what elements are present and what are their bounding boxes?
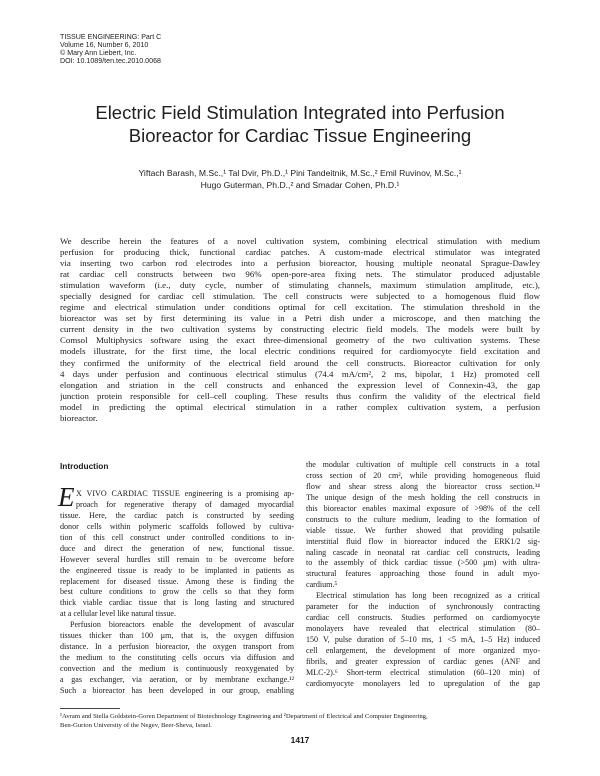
- body-text-line: structural features approaching those found in adult myo-: [306, 569, 540, 579]
- abstract-line: via inserting two carbon rod electrodes into a perfusion bioreactor, housing multiple neonatal Sprague-Dawley: [60, 258, 540, 269]
- abstract-line: junction protein responsible for cell–cell coupling. These results thus confirm the validity of the electrical field: [60, 390, 540, 401]
- body-text-line: monolayers have revealed that electrical stimulation (80–: [306, 624, 540, 634]
- body-text-line: parameter for the induction of synchronously contracting: [306, 602, 540, 612]
- footnote-line: ¹Avram and Stella Goldstein-Goren Department of Biotechnology Engineering and ²Department of Electrical and Computer Engineering,: [60, 713, 428, 720]
- abstract-line: stimulation waveform (i.e., duty cycle, number of stimulating channels, maximum stimulation amplitude, etc.),: [60, 280, 540, 291]
- body-text-line: However several hurdles still remain to be overcome before: [60, 554, 294, 564]
- body-text-line: cross section of 20 cm², while providing homogeneous fluid: [306, 470, 540, 480]
- body-text-line: tissue. Here, the cardiac patch is constructed by seeding: [60, 510, 294, 520]
- abstract-line: bioreactor.: [60, 412, 98, 423]
- body-text-line: proach for regenerative therapy of damaged myocardial: [76, 499, 294, 509]
- footnote-line: Ben-Gurion University of the Negev, Beer-Sheva, Israel.: [60, 722, 212, 729]
- abstract-line: current density in the two cultivation systems by constructing electric field models. The models were built by: [60, 324, 540, 335]
- author-line: Hugo Guterman, Ph.D.,² and Smadar Cohen, Ph.D.¹: [200, 180, 400, 190]
- body-text-line: to the assembly of thick cardiac tissue (>500 μm) with ultra-: [306, 558, 540, 568]
- body-text-line: cardium.⁵: [306, 580, 338, 590]
- abstract-line: Comsol Multiphysics software using the exact three-dimensional geometry of the two cultivation systems. These: [60, 335, 540, 346]
- body-text-line: MLC-2).⁶ Short-term electrical stimulation (60–120 min) of: [306, 667, 540, 677]
- journal-volume: Volume 16, Number 6, 2010: [60, 41, 149, 49]
- left-column: [60, 489, 294, 697]
- footnote-divider: [60, 708, 120, 709]
- drop-cap: E: [58, 482, 75, 512]
- journal-copyright: © Mary Ann Liebert, Inc.: [60, 49, 137, 57]
- abstract-line: rat cardiac cell constructs between two 96% open-pore-area fixing nets. The stimulator produced adjustable: [60, 269, 540, 280]
- body-text-line: The unique design of the mesh holding the cell constructs in: [306, 492, 540, 502]
- body-text-line: best culture conditions to grow the cells so that they form: [60, 587, 294, 597]
- abstract-line: perfusion for producing thick, functional cardiac patches. A custom-made electrical stimulator was integrated: [60, 247, 540, 258]
- affiliation-footnote: [60, 712, 540, 730]
- body-text-line: constructs to the culture medium, leading to the formation of: [306, 514, 540, 524]
- body-text-line: fibrils, and greater expression of cardiac genes (ANF and: [306, 656, 540, 666]
- body-text-line: cardiomyocyte monolayers led to upregulation of the gap: [306, 678, 540, 688]
- body-text-line: Such a bioreactor has been developed in our group, enabling: [60, 685, 294, 695]
- body-text-line: X VIVO CARDIAC TISSUE engineering is a promising ap-: [76, 489, 294, 498]
- body-text-line: cell enlargement, the development of more organized myo-: [306, 645, 540, 655]
- body-text-line: Electrical stimulation has long been recognized as a critical: [316, 591, 540, 601]
- page-number: 1417: [290, 735, 310, 745]
- body-text-line: at a cellular level like natural tissue.: [60, 609, 176, 619]
- body-text-line: this bioreactor enables maximal exposure of >98% of the cell: [306, 503, 540, 513]
- journal-info: [60, 33, 161, 65]
- body-text-line: the modular cultivation of multiple cell constructs in a total: [306, 460, 540, 469]
- article-title: [40, 101, 560, 147]
- journal-name: TISSUE ENGINEERING: Part C: [60, 33, 162, 41]
- body-text-line: distance. In a perfusion bioreactor, the oxygen transport from: [60, 642, 294, 652]
- abstract-line: bioreactor was set by first determining its value in a Petri dish under a microscope, and then matching the: [60, 313, 540, 324]
- title-line: Electric Field Stimulation Integrated into Perfusion: [95, 102, 505, 123]
- body-text-line: duce and direct the generation of new, functional tissue.: [60, 543, 294, 553]
- abstract-line: model in predicting the optimal electrical stimulation in a rather complex cultivation system, a perfusion: [60, 401, 540, 412]
- body-text-line: viable tissue. We further showed that providing pulsatile: [306, 525, 540, 535]
- author-line: Yiftach Barash, M.Sc.,¹ Tal Dvir, Ph.D.,¹ Pini Tandeitnik, M.Sc.,² Emil Ruvinov, M.Sc.,¹: [138, 168, 462, 178]
- body-text-line: flow and shear stress along the bioreactor cross section.³⁴: [306, 481, 540, 491]
- body-text-line: tion of this cell construct under controlled conditions to in-: [60, 532, 294, 542]
- right-column: [306, 460, 540, 690]
- title-line: Bioreactor for Cardiac Tissue Engineering: [128, 125, 472, 146]
- body-text-line: tissues thicker than 100 μm, that is, the oxygen diffusion: [60, 631, 294, 641]
- body-text-line: donor cells within polymeric scaffolds followed by cultiva-: [60, 521, 294, 531]
- body-text-line: a gas exchanger, via aeration, or by membrane exchange.¹²: [60, 674, 294, 684]
- body-text-line: Perfusion bioreactors enable the development of avascular: [70, 620, 294, 630]
- body-text-line: the engineered tissue is ready to be implanted in patients as: [60, 565, 294, 575]
- body-text-line: 150 V, pulse duration of 5–10 ms, 1 <5 mA, 1–5 Hz) induced: [306, 635, 540, 644]
- body-text-line: thick viable cardiac tissue that is long lasting and structured: [60, 598, 294, 608]
- abstract-line: 4 days under perfusion and continuous electrical stimulus (74.4 mA/cm², 2 ms, bipolar, 1 Hz) promoted cell: [60, 368, 540, 379]
- body-text-line: interstitial fluid flow in bioreactor induced the ERK1/2 sig-: [306, 536, 540, 546]
- body-text-line: replacement for diseased tissue. Among these is finding the: [60, 576, 294, 586]
- abstract-line: specially designed for cardiac cell stimulation. The cell constructs were subjected to a homogenous fluid flow: [60, 291, 540, 302]
- abstract-line: they confirmed the uniformity of the electrical field around the cell constructs. Bioreactor cultivation for only: [60, 357, 540, 368]
- journal-doi: DOI: 10.1089/ten.tec.2010.0068: [60, 57, 161, 65]
- author-list: [40, 167, 560, 191]
- section-heading-introduction: Introduction: [60, 461, 109, 471]
- abstract-line: regime and electrical stimulation under conditions optimal for cell excitation. The stimulation threshold in the: [60, 302, 540, 313]
- abstract-line: elongation and striation in the cell constructs and enhanced the expression level of Connexin-43, the gap: [60, 379, 540, 390]
- abstract: [60, 236, 540, 424]
- body-text-line: the medium to the constituting cells occurs via diffusion and: [60, 653, 294, 663]
- abstract-line: We describe herein the features of a novel cultivation system, combining electrical stimulation with medium: [60, 236, 540, 246]
- abstract-line: models illustrate, for the first time, the local electric conditions required for cardiomyocyte field excitation and: [60, 346, 540, 357]
- body-text-line: convection and the medium is continuously reoxygenated by: [60, 664, 294, 673]
- body-text-line: cardiac cell constructs. Studies performed on cardiomyocyte: [306, 613, 540, 623]
- body-text-line: naling cascade in neonatal rat cardiac cell constructs, leading: [306, 547, 540, 557]
